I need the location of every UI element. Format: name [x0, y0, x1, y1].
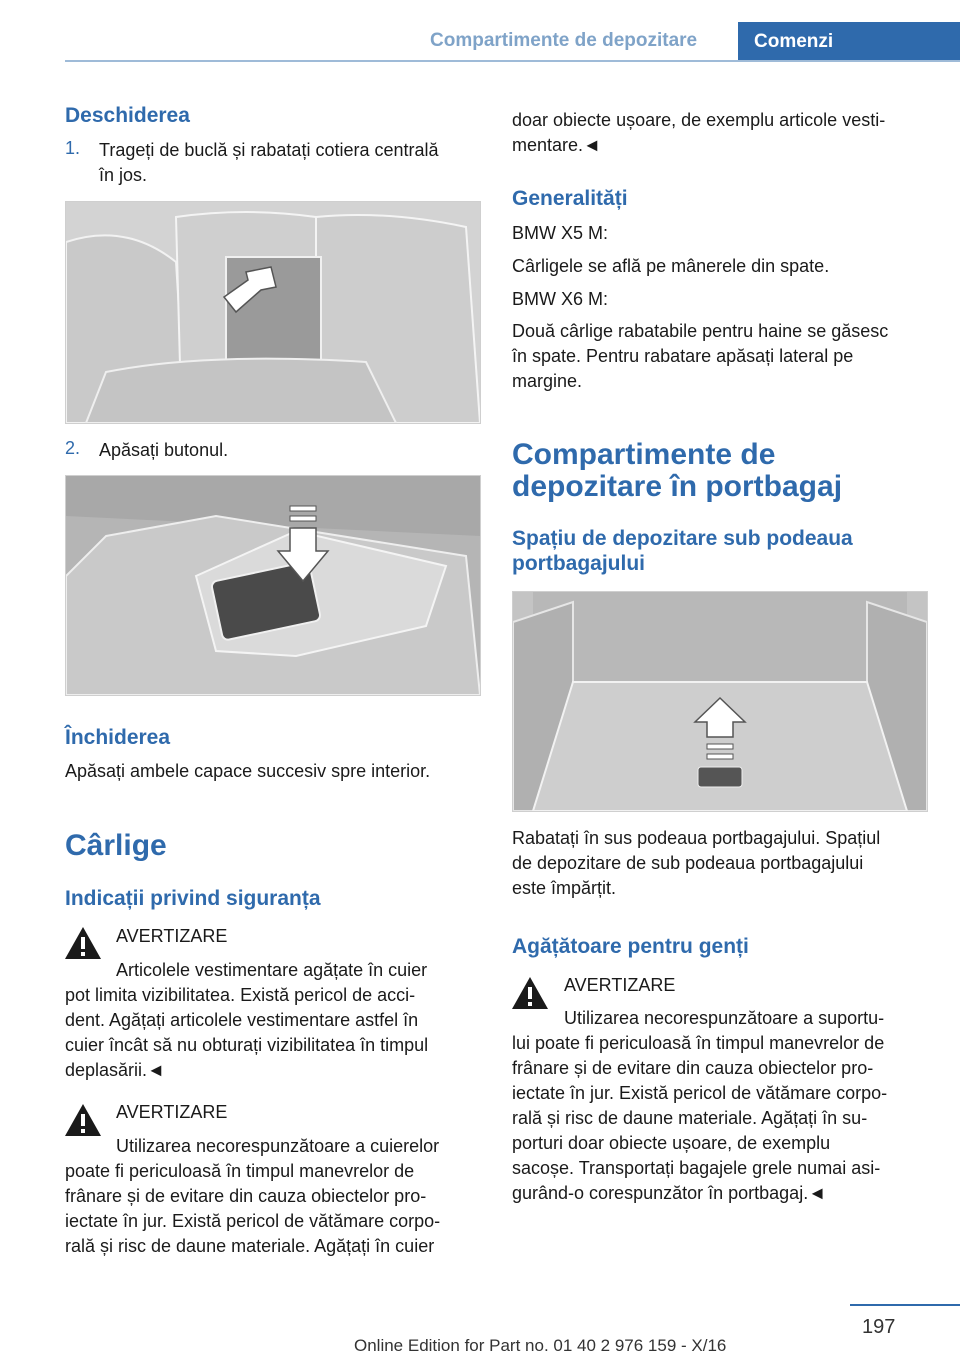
heading-carlige: Cârlige — [65, 829, 167, 862]
chapter-tab[interactable] — [738, 22, 960, 60]
x6-label: BMW X6 M: — [512, 289, 609, 309]
warning3-line3: frânare și de evitare din cauza obiectelor pro- — [512, 1058, 874, 1078]
warning1-line4: cuier încât să nu obturați vizibilitatea în timpul — [65, 1035, 429, 1055]
heading-indicatii: Indicații privind siguranța — [65, 887, 321, 910]
warning1-line2: pot limita vizibilitatea. Există pericol de acci- — [65, 985, 416, 1005]
warning2-line1: Utilizarea necorespunzătoare a cuierelor — [116, 1136, 440, 1156]
x5-text: Cârligele se află pe mânerele din spate. — [512, 256, 830, 276]
heading-inchiderea: Închiderea — [65, 726, 171, 749]
warning3-line4: iectate în jur. Există pericol de vătămare corpo- — [512, 1083, 888, 1103]
chapter-tab-label: Comenzi — [754, 31, 834, 52]
step2-number: 2. — [65, 438, 81, 458]
section-title: Compartimente de depozitare — [430, 30, 698, 51]
page-header — [0, 0, 960, 62]
heading-compartimente-l1: Compartimente de — [512, 438, 776, 471]
warning3-line8: gurând-o corespunzător în portbagaj.◄ — [512, 1183, 827, 1203]
warning2-label: AVERTIZARE — [116, 1102, 228, 1122]
warning1-label: AVERTIZARE — [116, 926, 228, 946]
step1-number: 1. — [65, 138, 81, 158]
warning-triangle-icon — [63, 925, 103, 961]
heading-spatiu-l2: portbagajului — [512, 552, 645, 575]
warning3-line2: lui poate fi periculoasă în timpul manevrelor de — [512, 1033, 885, 1053]
trunk-floor-figure — [512, 591, 928, 812]
edition-footer: Online Edition for Part no. 01 40 2 976 159 - X/16 — [354, 1336, 727, 1355]
rabatati-line2: de depozitare de sub podeaua portbagajului — [512, 853, 864, 873]
warning1-line3: dent. Agățați articolele vestimentare astfel în — [65, 1010, 419, 1030]
warning3-line5: rală și risc de daune materiale. Agățați în su- — [512, 1108, 868, 1128]
warning-triangle-icon — [63, 1102, 103, 1138]
x6-line1: Două cârlige rabatabile pentru haine se găsesc — [512, 321, 889, 341]
armrest-button-figure — [65, 475, 481, 696]
rabatati-line1: Rabatați în sus podeaua portbagajului. Spațiul — [512, 828, 881, 848]
warning2-line2: poate fi periculoasă în timpul manevrelor de — [65, 1161, 415, 1181]
warning1-line5: deplasării.◄ — [65, 1060, 165, 1080]
rear-seat-armrest-figure — [65, 201, 481, 424]
warning1-line1: Articolele vestimentare agățate în cuier — [116, 960, 428, 980]
x5-label: BMW X5 M: — [512, 223, 609, 243]
step1-line1: Trageți de buclă și rabatați cotiera centrală — [99, 140, 439, 160]
heading-spatiu-l1: Spațiu de depozitare sub podeaua — [512, 527, 853, 550]
warning3-line6: porturi doar obiecte ușoare, de exemplu — [512, 1133, 831, 1153]
step1-line2: în jos. — [99, 165, 148, 185]
warning3-label: AVERTIZARE — [564, 975, 676, 995]
heading-generalitati: Generalități — [512, 187, 628, 210]
step2-text: Apăsați butonul. — [99, 440, 229, 460]
warning2-line4: iectate în jur. Există pericol de vătămare corpo- — [65, 1211, 441, 1231]
armrest-button-illustration — [66, 476, 480, 695]
heading-agatatoare: Agățătoare pentru genți — [512, 935, 749, 958]
rear-seat-illustration — [66, 202, 480, 423]
continued-line1: doar obiecte ușoare, de exemplu articole vesti- — [512, 110, 886, 130]
rabatati-line3: este împărțit. — [512, 878, 617, 898]
warning-triangle-icon — [510, 975, 550, 1011]
continued-line2: mentare.◄ — [512, 135, 601, 155]
trunk-floor-illustration — [513, 592, 927, 811]
footer-rule — [850, 1304, 960, 1306]
warning3-line1: Utilizarea necorespunzătoare a suportu- — [564, 1008, 885, 1028]
x6-line3: margine. — [512, 371, 583, 391]
heading-compartimente-l2: depozitare în portbagaj — [512, 470, 843, 503]
warning2-line3: frânare și de evitare din cauza obiectelor pro- — [65, 1186, 427, 1206]
warning2-line5: rală și risc de daune materiale. Agățați în cuier — [65, 1236, 435, 1256]
warning3-line7: sacoșe. Transportați bagajele grele numai asi- — [512, 1158, 881, 1178]
heading-deschiderea: Deschiderea — [65, 104, 190, 127]
page-number: 197 — [862, 1316, 896, 1338]
inchiderea-text: Apăsați ambele capace succesiv spre interior. — [65, 761, 431, 781]
x6-line2: în spate. Pentru rabatare apăsați lateral pe — [512, 346, 854, 366]
header-rule — [65, 60, 960, 62]
